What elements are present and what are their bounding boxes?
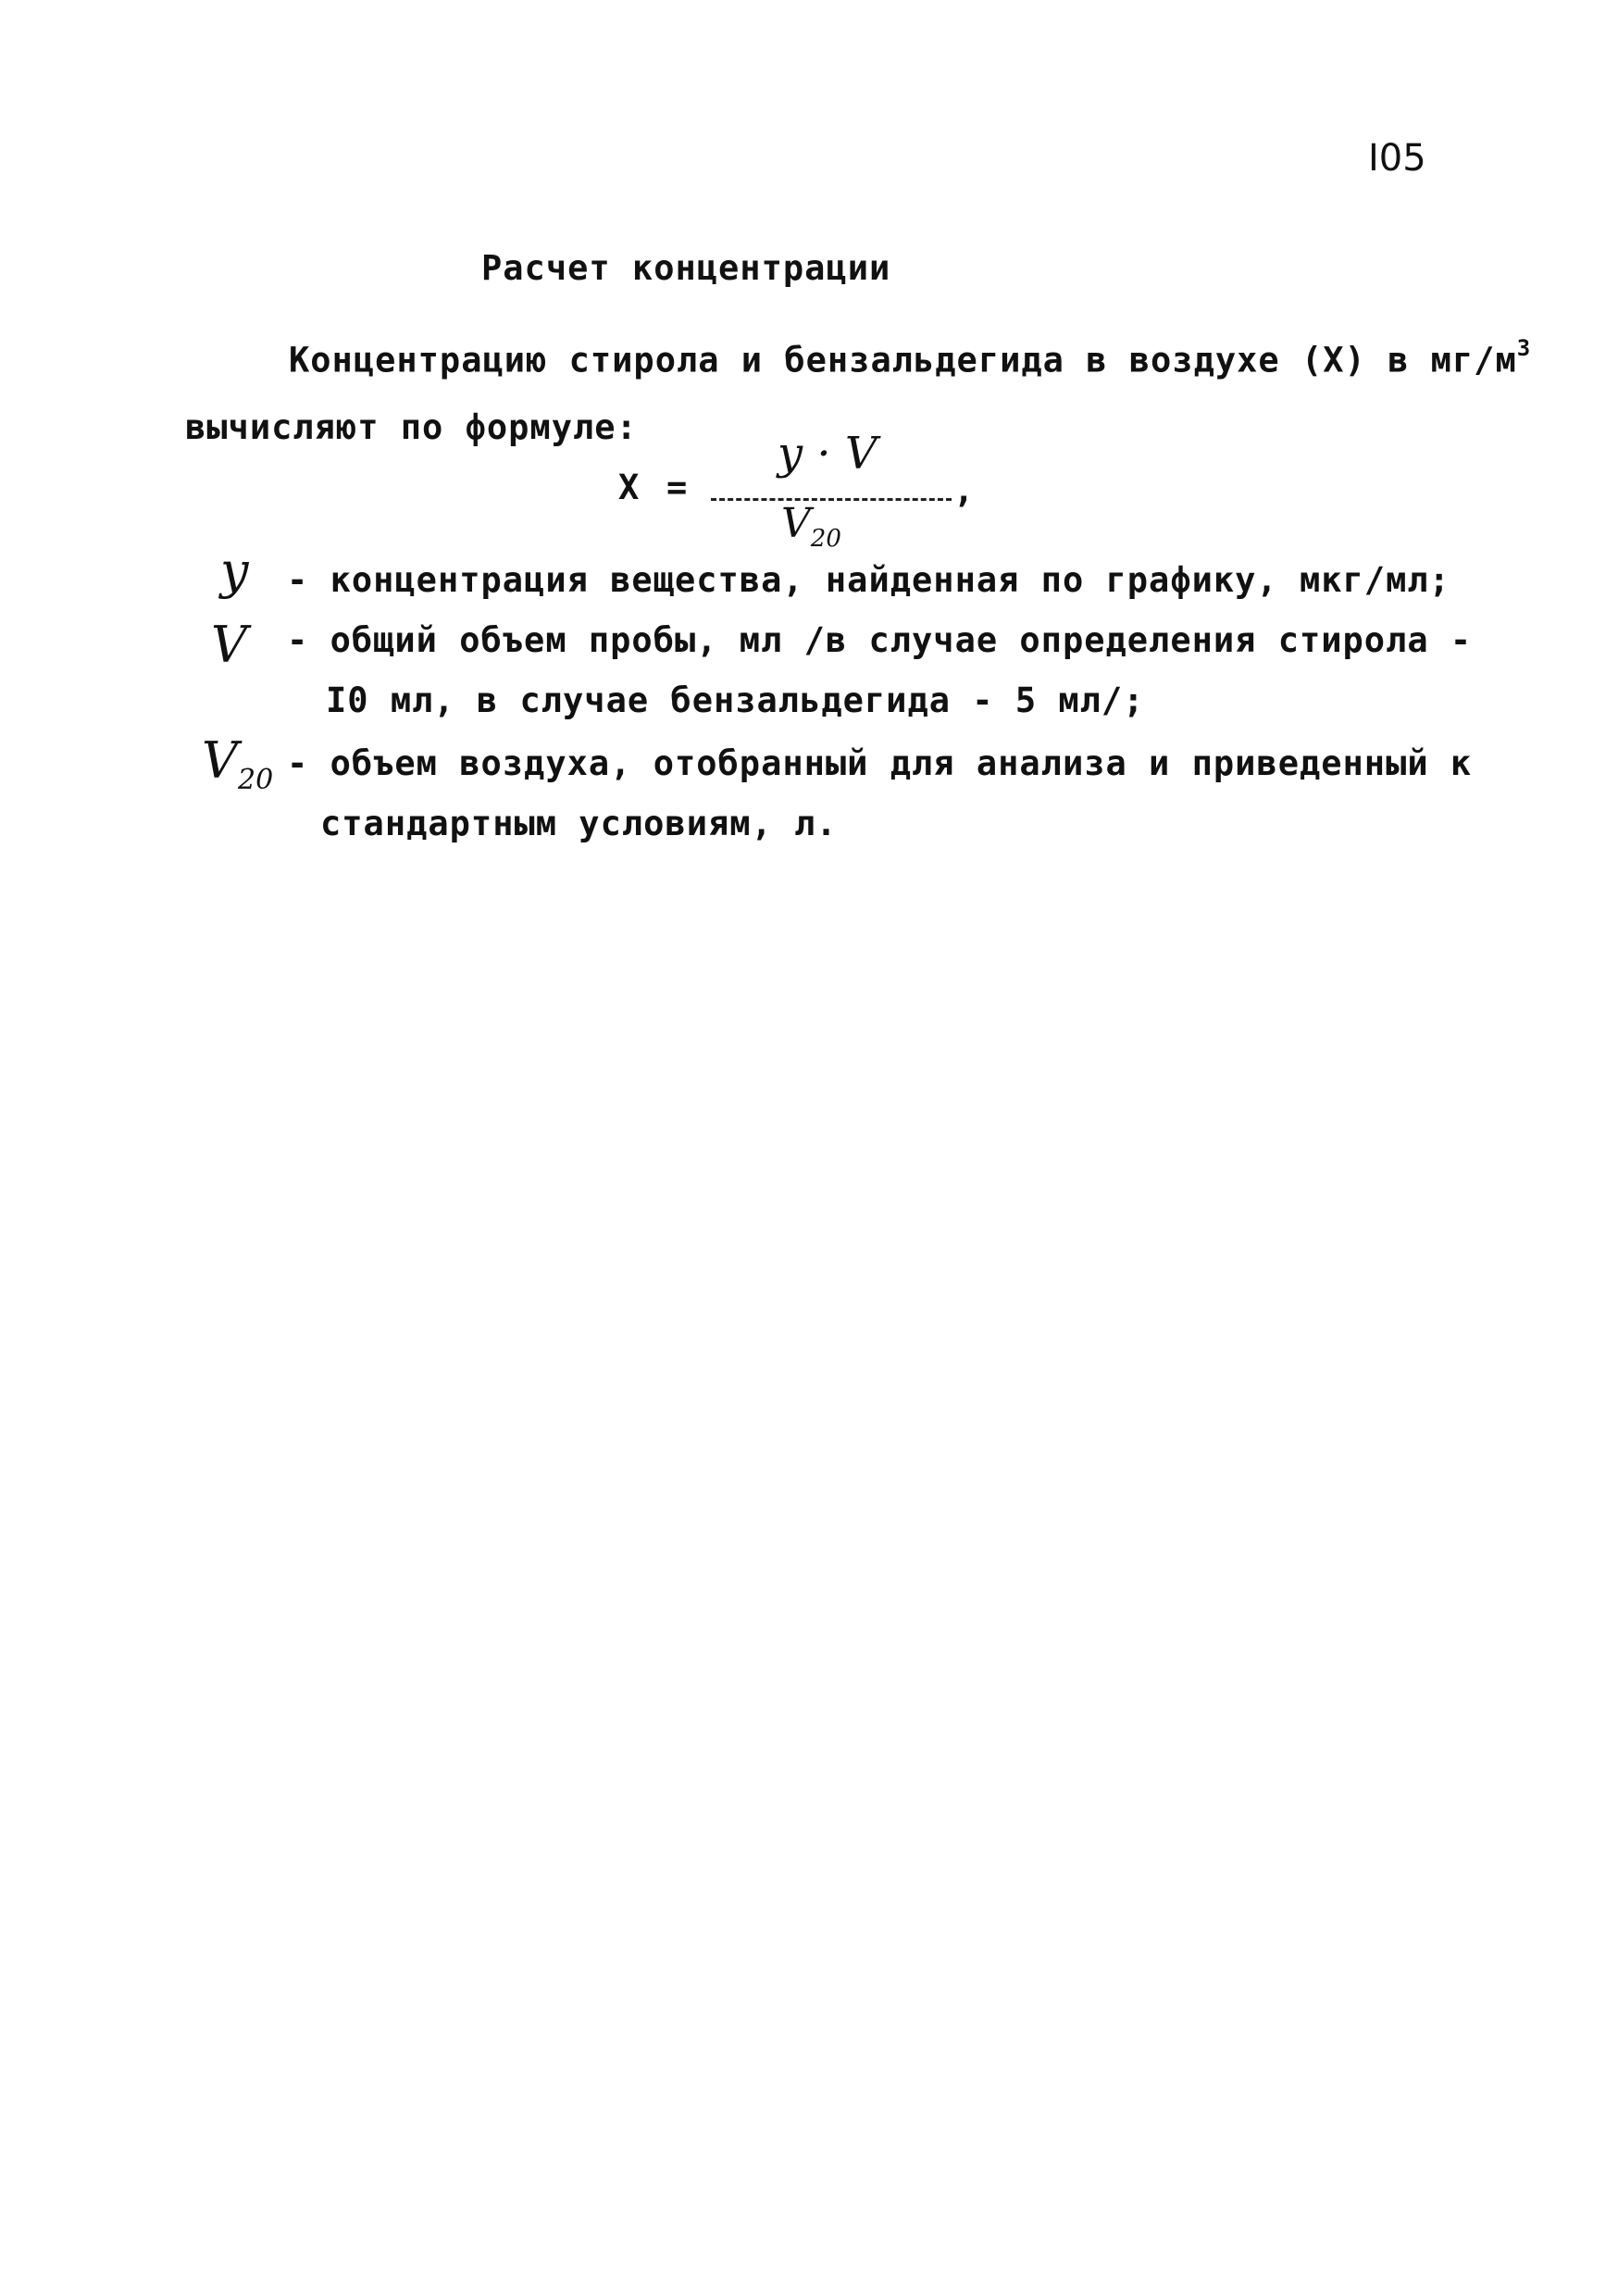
- section-title: Расчет концентрации: [481, 248, 891, 288]
- page-number: I05: [1368, 137, 1426, 180]
- formula-equals: =: [666, 468, 689, 507]
- definition-dash: -: [287, 743, 309, 783]
- definition-row-v20: [287, 743, 1472, 783]
- formula-denominator: [781, 500, 841, 553]
- definition-symbol-sub: 20: [238, 763, 274, 796]
- formula-denominator-base: V: [781, 500, 811, 547]
- formula-lhs: Х: [618, 468, 641, 507]
- definition-symbol-v20: [202, 731, 273, 796]
- intro-line-2: вычисляют по формуле:: [185, 407, 638, 447]
- definition-text: общий объем пробы, мл /в случае определения стирола -: [330, 620, 1473, 660]
- intro-line-1: [289, 335, 1532, 381]
- definition-row-v: [287, 620, 1472, 660]
- definition-symbol-base: V: [202, 731, 238, 790]
- definition-dash: -: [287, 620, 309, 660]
- definition-symbol-y: y: [220, 542, 249, 600]
- definition-text: объем воздуха, отобранный для анализа и приведенный к: [330, 743, 1473, 783]
- intro-line-1-superscript: 3: [1516, 335, 1532, 361]
- definition-continuation-v20: стандартным условиям, л.: [320, 804, 838, 843]
- definition-continuation-v: I0 мл, в случае бензальдегида - 5 мл/;: [326, 680, 1145, 720]
- intro-line-1-text: Концентрацию стирола и бензальдегида в воздухе (Х) в мг/м: [289, 340, 1517, 381]
- definition-row-y: [287, 560, 1450, 600]
- formula-trailing-comma: ,: [953, 470, 976, 510]
- definition-dash: -: [287, 560, 309, 600]
- formula-denominator-sub: 20: [810, 524, 841, 553]
- definition-symbol-v: V: [211, 616, 247, 674]
- definition-text: концентрация вещества, найденная по графику, мкг/мл;: [330, 560, 1450, 600]
- formula-numerator: y · V: [778, 428, 877, 480]
